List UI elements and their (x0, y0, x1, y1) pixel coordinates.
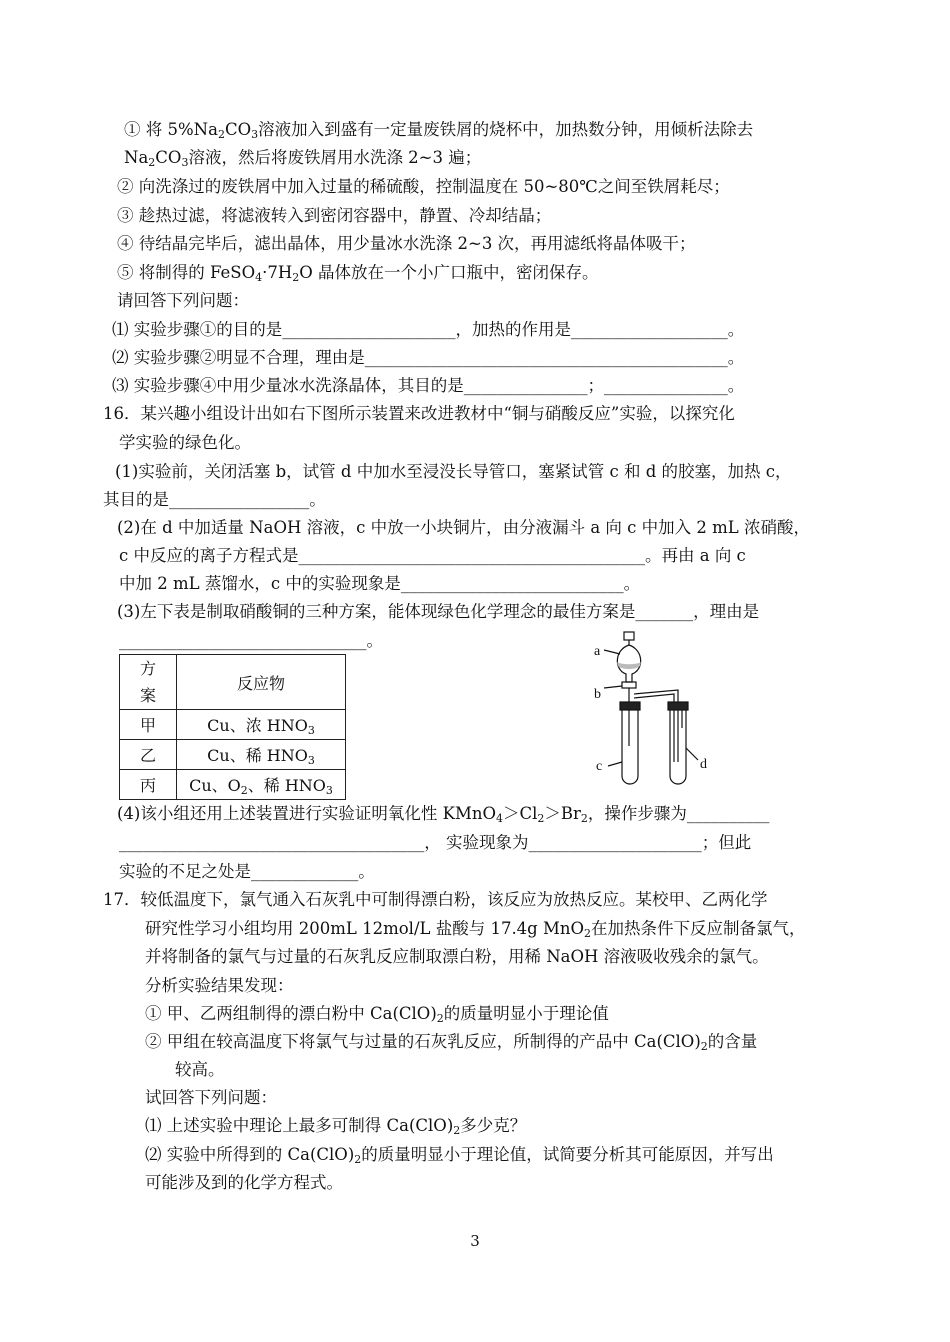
q17-line-5: ① 甲、乙两组制得的漂白粉中 $Ca(ClO)_2$的质量明显小于理论值 (145, 1004, 609, 1025)
q17-line-1: 17．较低温度下，氯气通入石灰乳中可制得漂白粉，该反应为放热反应。某校甲、乙两化学 (103, 890, 768, 909)
reactant-cell: Cu、$O_2$、稀 $HNO_3$ (177, 770, 346, 800)
q16-line-12: 实验的不足之处是_____________。 (119, 862, 375, 881)
step-2: ② 向洗涤过的废铁屑中加入过量的稀硫酸，控制温度在 50~80℃之间至铁屑耗尽； (117, 177, 730, 196)
leader-d (686, 748, 698, 760)
table-header-row (120, 655, 346, 710)
q15-sub-1: ⑴ 实验步骤①的目的是_____________________，加热的作用是___________________。 (112, 320, 745, 339)
label-d: d (700, 757, 707, 772)
table-row (120, 770, 346, 800)
q17-line-11: 可能涉及到的化学方程式。 (145, 1173, 343, 1192)
label-b: b (594, 687, 601, 702)
leader-b (604, 686, 622, 688)
table-row (120, 710, 346, 740)
label-a: a (594, 644, 601, 659)
q17-line-9: ⑴ 上述实验中理论上最多可制得 $Ca(ClO)_2$多少克？ (145, 1116, 527, 1137)
q16-line-8: (3)左下表是制取硝酸铜的三种方案，能体现绿色化学理念的最佳方案是_______，理由是 (117, 602, 760, 621)
scheme-cell: 丙 (120, 770, 177, 800)
q16-line-10: (4)该小组还用上述装置进行实验证明氧化性 $KMnO_4>Cl_2>Br_2$，操作步骤为__________ (117, 804, 770, 825)
q15-sub-2: ⑵ 实验步骤②明显不合理，理由是____________________________________________。 (112, 348, 745, 367)
delivery-tube (634, 690, 678, 762)
step-1-line-b: $Na_2CO_3$溶液，然后将废铁屑用水洗涤 2~3 遍； (124, 148, 482, 169)
q16-line-9: ______________________________。 (119, 631, 383, 650)
scheme-table (119, 654, 346, 800)
table-row (120, 740, 346, 770)
q16-line-2: 学实验的绿色化。 (119, 433, 251, 452)
leader-a (604, 650, 620, 654)
q17-line-10: ⑵ 实验中所得到的 $Ca(ClO)_2$的质量明显小于理论值，试简要分析其可能原因，并写出 (145, 1145, 774, 1166)
step-1-line-a: ① 将 $5\%Na_2CO_3$溶液加入到盛有一定量废铁屑的烧杯中，加热数分钟，用倾析法除去 (124, 120, 754, 141)
q17-line-8: 试回答下列问题： (145, 1088, 277, 1107)
reactant-cell: Cu、稀 $HNO_3$ (177, 740, 346, 770)
q16-line-5: (2)在 d 中加适量 NaOH 溶液，c 中放一小块铜片，由分液漏斗 a 向 c 中加入 2 mL 浓硝酸， (117, 518, 810, 537)
stopper-d (668, 702, 688, 710)
page-number: 3 (470, 1232, 480, 1250)
q17-line-6: ② 甲组在较高温度下将氯气与过量的石灰乳反应，所制得的产品中 $Ca(ClO)_2$的含量 (145, 1032, 758, 1053)
q15-ask: 请回答下列问题： (117, 291, 249, 310)
step-3: ③ 趁热过滤，将滤液转入到密闭容器中，静置、冷却结晶； (117, 206, 552, 225)
step-4: ④ 待结晶完毕后，滤出晶体，用少量冰水洗涤 2~3 次，再用滤纸将晶体吸干； (117, 234, 696, 253)
scheme-cell: 甲 (120, 710, 177, 740)
q17-line-7: 较高。 (175, 1060, 225, 1079)
header-reactant: 反应物 (177, 655, 346, 710)
q15-sub-3: ⑶ 实验步骤④中用少量冰水洗涤晶体，其目的是_______________；_______________。 (112, 376, 745, 395)
stopper-c (620, 702, 640, 710)
apparatus-diagram (586, 630, 746, 790)
q16-line-7: 中加 2 mL 蒸馏水，c 中的实验现象是___________________________。 (119, 574, 641, 593)
q16-line-11: _____________________________________， 实验现象为_____________________；但此 (119, 833, 752, 852)
q17-line-2: 研究性学习小组均用 200mL 12mol/L 盐酸与 17.4g MnO$_2$在加热条件下反应制备氯气， (145, 919, 806, 940)
q16-line-3: (1)实验前，关闭活塞 b，试管 d 中加水至浸没长导管口，塞紧试管 c 和 d 的胶塞，加热 c， (115, 462, 792, 481)
q16-line-4: 其目的是_________________。 (103, 490, 326, 509)
reactant-cell: Cu、浓 $HNO_3$ (177, 710, 346, 740)
leader-c (608, 762, 622, 766)
header-scheme: 方 案 (120, 655, 177, 710)
q17-line-4: 分析实验结果发现： (145, 976, 294, 995)
test-tube-c (622, 710, 638, 784)
label-c: c (596, 759, 603, 774)
stopcock-b (622, 682, 636, 688)
step-5: ⑤ 将制得的 $FeSO_4\cdot 7H_2O$ 晶体放在一个小广口瓶中，密闭保存。 (117, 263, 599, 284)
q16-line-6: c 中反应的离子方程式是__________________________________________。再由 a 向 c (119, 546, 746, 565)
scheme-cell: 乙 (120, 740, 177, 770)
q16-line-1: 16．某兴趣小组设计出如右下图所示装置来改进教材中“铜与硝酸反应”实验，以探究化 (103, 404, 735, 423)
funnel-stopper (624, 632, 634, 640)
q17-line-3: 并将制备的氯气与过量的石灰乳反应制取漂白粉，用稀 NaOH 溶液吸收残余的氯气。 (145, 947, 769, 966)
funnel-liquid (617, 662, 641, 669)
